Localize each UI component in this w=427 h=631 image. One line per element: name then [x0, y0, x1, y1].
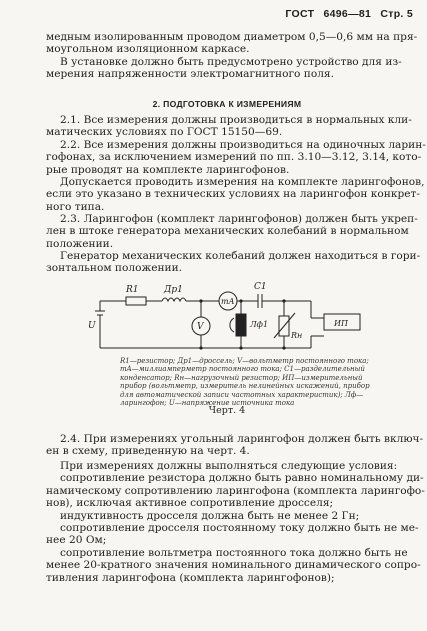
text-line: сопротивление резистора должно быть равно номинальному ди- [60, 472, 424, 485]
text-line: тивления ларингофона (комплекта ларингофонов); [46, 571, 335, 584]
paragraph-2-3 [46, 213, 418, 250]
text-line: Генератор механических колебаний должен находиться в гори- [60, 250, 421, 262]
text-line: мерения напряженности электромагнитного поля. [46, 68, 334, 81]
label-c1: C1 [254, 282, 267, 292]
text-line: нов), исключая активное сопротивление дросселя; [46, 497, 334, 510]
intro-paragraph [46, 31, 418, 81]
label-ma: mA [221, 297, 235, 306]
label-u: U [88, 321, 96, 331]
legend-line: прибор (вольтметр, измеритель нелинейных искажений, прибор [120, 382, 370, 391]
label-v: V [197, 322, 204, 332]
text-line: медным изолированным проводом диаметром 0,5—0,6 мм на пря- [46, 31, 418, 43]
text-line: Допускается проводить измерения на комплекте ларингофонов, [60, 176, 425, 188]
text-line: моугольном изоляционном каркасе. [46, 43, 250, 56]
text-line: сопротивление вольтметра постоянного тока должно быть не [60, 546, 408, 559]
text-line: 2.1. Все измерения должны производиться в нормальных кли- [60, 114, 412, 126]
text-line: если это указано в технических условиях на ларингофон конкрет- [46, 188, 420, 201]
header-gost: ГОСТ [285, 8, 315, 20]
legend-line: конденсатор; Rн—нагрузочный резистор; ИП—измерительный [120, 373, 363, 382]
page-header [279, 8, 413, 20]
label-ip: ИП [334, 319, 348, 328]
figure-caption: Черт. 4 [208, 405, 246, 416]
text-line: 2.2. Все измерения должны производиться на одиночных ларин- [60, 139, 426, 151]
text-line: лен в штоке генератора механических колебаний в нормальном [46, 225, 409, 238]
legend-line: mA—миллиамперметр постоянного тока; C1—разделительный [120, 365, 365, 374]
text-line: При измерениях должны выполняться следующие условия: [60, 460, 398, 472]
label-dr1: Др1 [164, 285, 183, 295]
paragraph-2-4 [46, 433, 424, 458]
text-line: гофонах, за исключением измерений по пп. 3.10—3.12, 3.14, кото- [46, 151, 422, 164]
text-line: менее 20-кратного значения номинального динамического сопро- [46, 559, 421, 572]
paragraph-2-1 [46, 114, 412, 139]
text-line: 2.4. При измерениях угольный ларингофон должен быть включ- [60, 433, 424, 445]
legend-line: ларингофон; U—напряжение источника тока [120, 399, 295, 408]
label-lf: Лф1 [250, 320, 269, 329]
circuit-diagram [86, 274, 386, 358]
header-page: Стр. 5 [380, 8, 413, 20]
paragraph-allowed [46, 176, 425, 213]
text-line: ен в схему, приведенную на черт. 4. [46, 445, 250, 458]
text-line: В установке должно быть предусмотрено устройство для из- [60, 55, 402, 68]
paragraph-2-2 [46, 139, 426, 176]
text-line: 2.3. Ларингофон (комплект ларингофонов) должен быть укреп- [60, 213, 418, 225]
text-line: индуктивность дросселя должна быть не менее 2 Гн; [60, 509, 360, 522]
paragraph-generator [46, 250, 421, 275]
text-line: сопротивление дросселя постоянному току должно быть не ме- [60, 522, 419, 535]
text-line: зонтальном положении. [46, 262, 183, 275]
text-line: намическому сопротивлению ларингофона (комплекта ларингофо- [46, 484, 425, 497]
label-r1: R1 [126, 285, 139, 295]
header-number: 6496—81 [323, 8, 372, 20]
text-line: нее 20 Ом; [46, 534, 107, 547]
section-title: 2. ПОДГОТОВКА К ИЗМЕРЕНИЯМ [152, 99, 302, 109]
text-line: положении. [46, 237, 114, 250]
legend-line: R1—резистор; Др1—дроссель; V—вольтметр постоянного тока; [120, 357, 369, 365]
label-rn: Rн [291, 331, 303, 340]
paragraph-conditions [46, 460, 425, 584]
text-line: ного типа. [46, 200, 105, 213]
text-line: матических условиях по ГОСТ 15150—69. [46, 126, 283, 139]
legend-line: для автоматической записи частотных характеристик); Лф— [120, 390, 364, 399]
text-line: рые проводят на комплекте ларингофонов. [46, 163, 290, 176]
figure-legend [120, 357, 400, 407]
